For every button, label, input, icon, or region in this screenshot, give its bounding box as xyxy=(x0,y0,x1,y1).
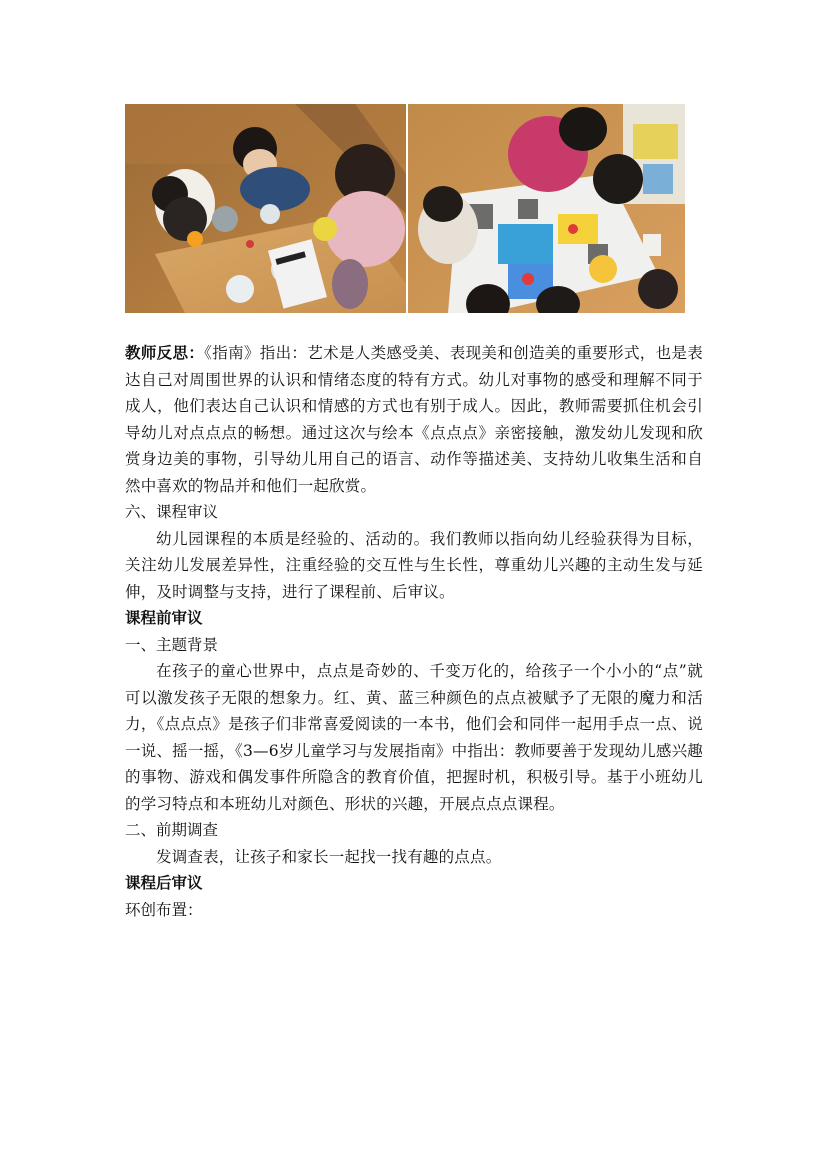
theme-background-paragraph: 在孩子的童心世界中，点点是奇妙的、千变万化的，给孩子一个小小的“点”就可以激发孩子无限的想象力。红、黄、蓝三种颜色的点点被赋予了无限的魔力和活力，《点点点》是孩子们非常喜爱阅读的一本书，他们会和同伴一起用手点一点、说一说、摇一摇，《3—6岁儿童学习与发展指南》中指出：教师要善于发现幼儿感兴趣的事物、游戏和偶发事件所隐含的教育价值，把握时机，积极引导。基于小班幼儿的学习特点和本班幼儿对颜色、形状的兴趣，开展点点点课程。 xyxy=(125,662,703,813)
post-review-heading: 课程后审议 xyxy=(125,873,203,892)
pre-survey-paragraph: 发调查表，让孩子和家长一起找一找有趣的点点。 xyxy=(156,847,502,866)
section-six-paragraph: 幼儿园课程的本质是经验的、活动的。我们教师以指向幼儿经验获得为目标，关注幼儿发展差异性，注重经验的交互性与生长性，尊重幼儿兴趣的主动生发与延伸，及时调整与支持，进行了课程前、后审议。 xyxy=(125,529,703,601)
section-six-heading: 六、课程审议 xyxy=(125,503,219,521)
classroom-photo-crafting xyxy=(125,104,406,313)
children-crafting-image xyxy=(125,104,406,313)
pre-survey-heading: 二、前期调查 xyxy=(125,821,219,839)
document-body xyxy=(125,340,703,923)
theme-background-heading: 一、主题背景 xyxy=(125,635,219,654)
photo-row xyxy=(125,104,685,313)
teacher-reflection-paragraph xyxy=(125,340,703,499)
teacher-reflection-lead: 教师反思： xyxy=(125,343,205,362)
teacher-reflection-text: 《指南》指出：艺术是人类感受美、表现美和创造美的重要形式，也是表达自己对周围世界的认识和情绪态度的特有方式。幼儿对事物的感受和理解不同于成人，他们表达自己认识和情感的方式也有别于成人。因此，教师需要抓住机会引导幼儿对点点点的畅想。通过这次与绘本《点点点》亲密接触，激发幼儿发现和欣赏身边美的事物，引导幼儿用自己的语言、动作等描述美、支持幼儿收集生活和自然中喜欢的物品并和他们一起欣赏。 xyxy=(125,344,703,495)
classroom-photo-painting xyxy=(408,104,685,313)
children-painting-image xyxy=(408,104,685,313)
pre-review-heading: 课程前审议 xyxy=(125,608,203,627)
environment-setup-label: 环创布置： xyxy=(125,900,203,919)
